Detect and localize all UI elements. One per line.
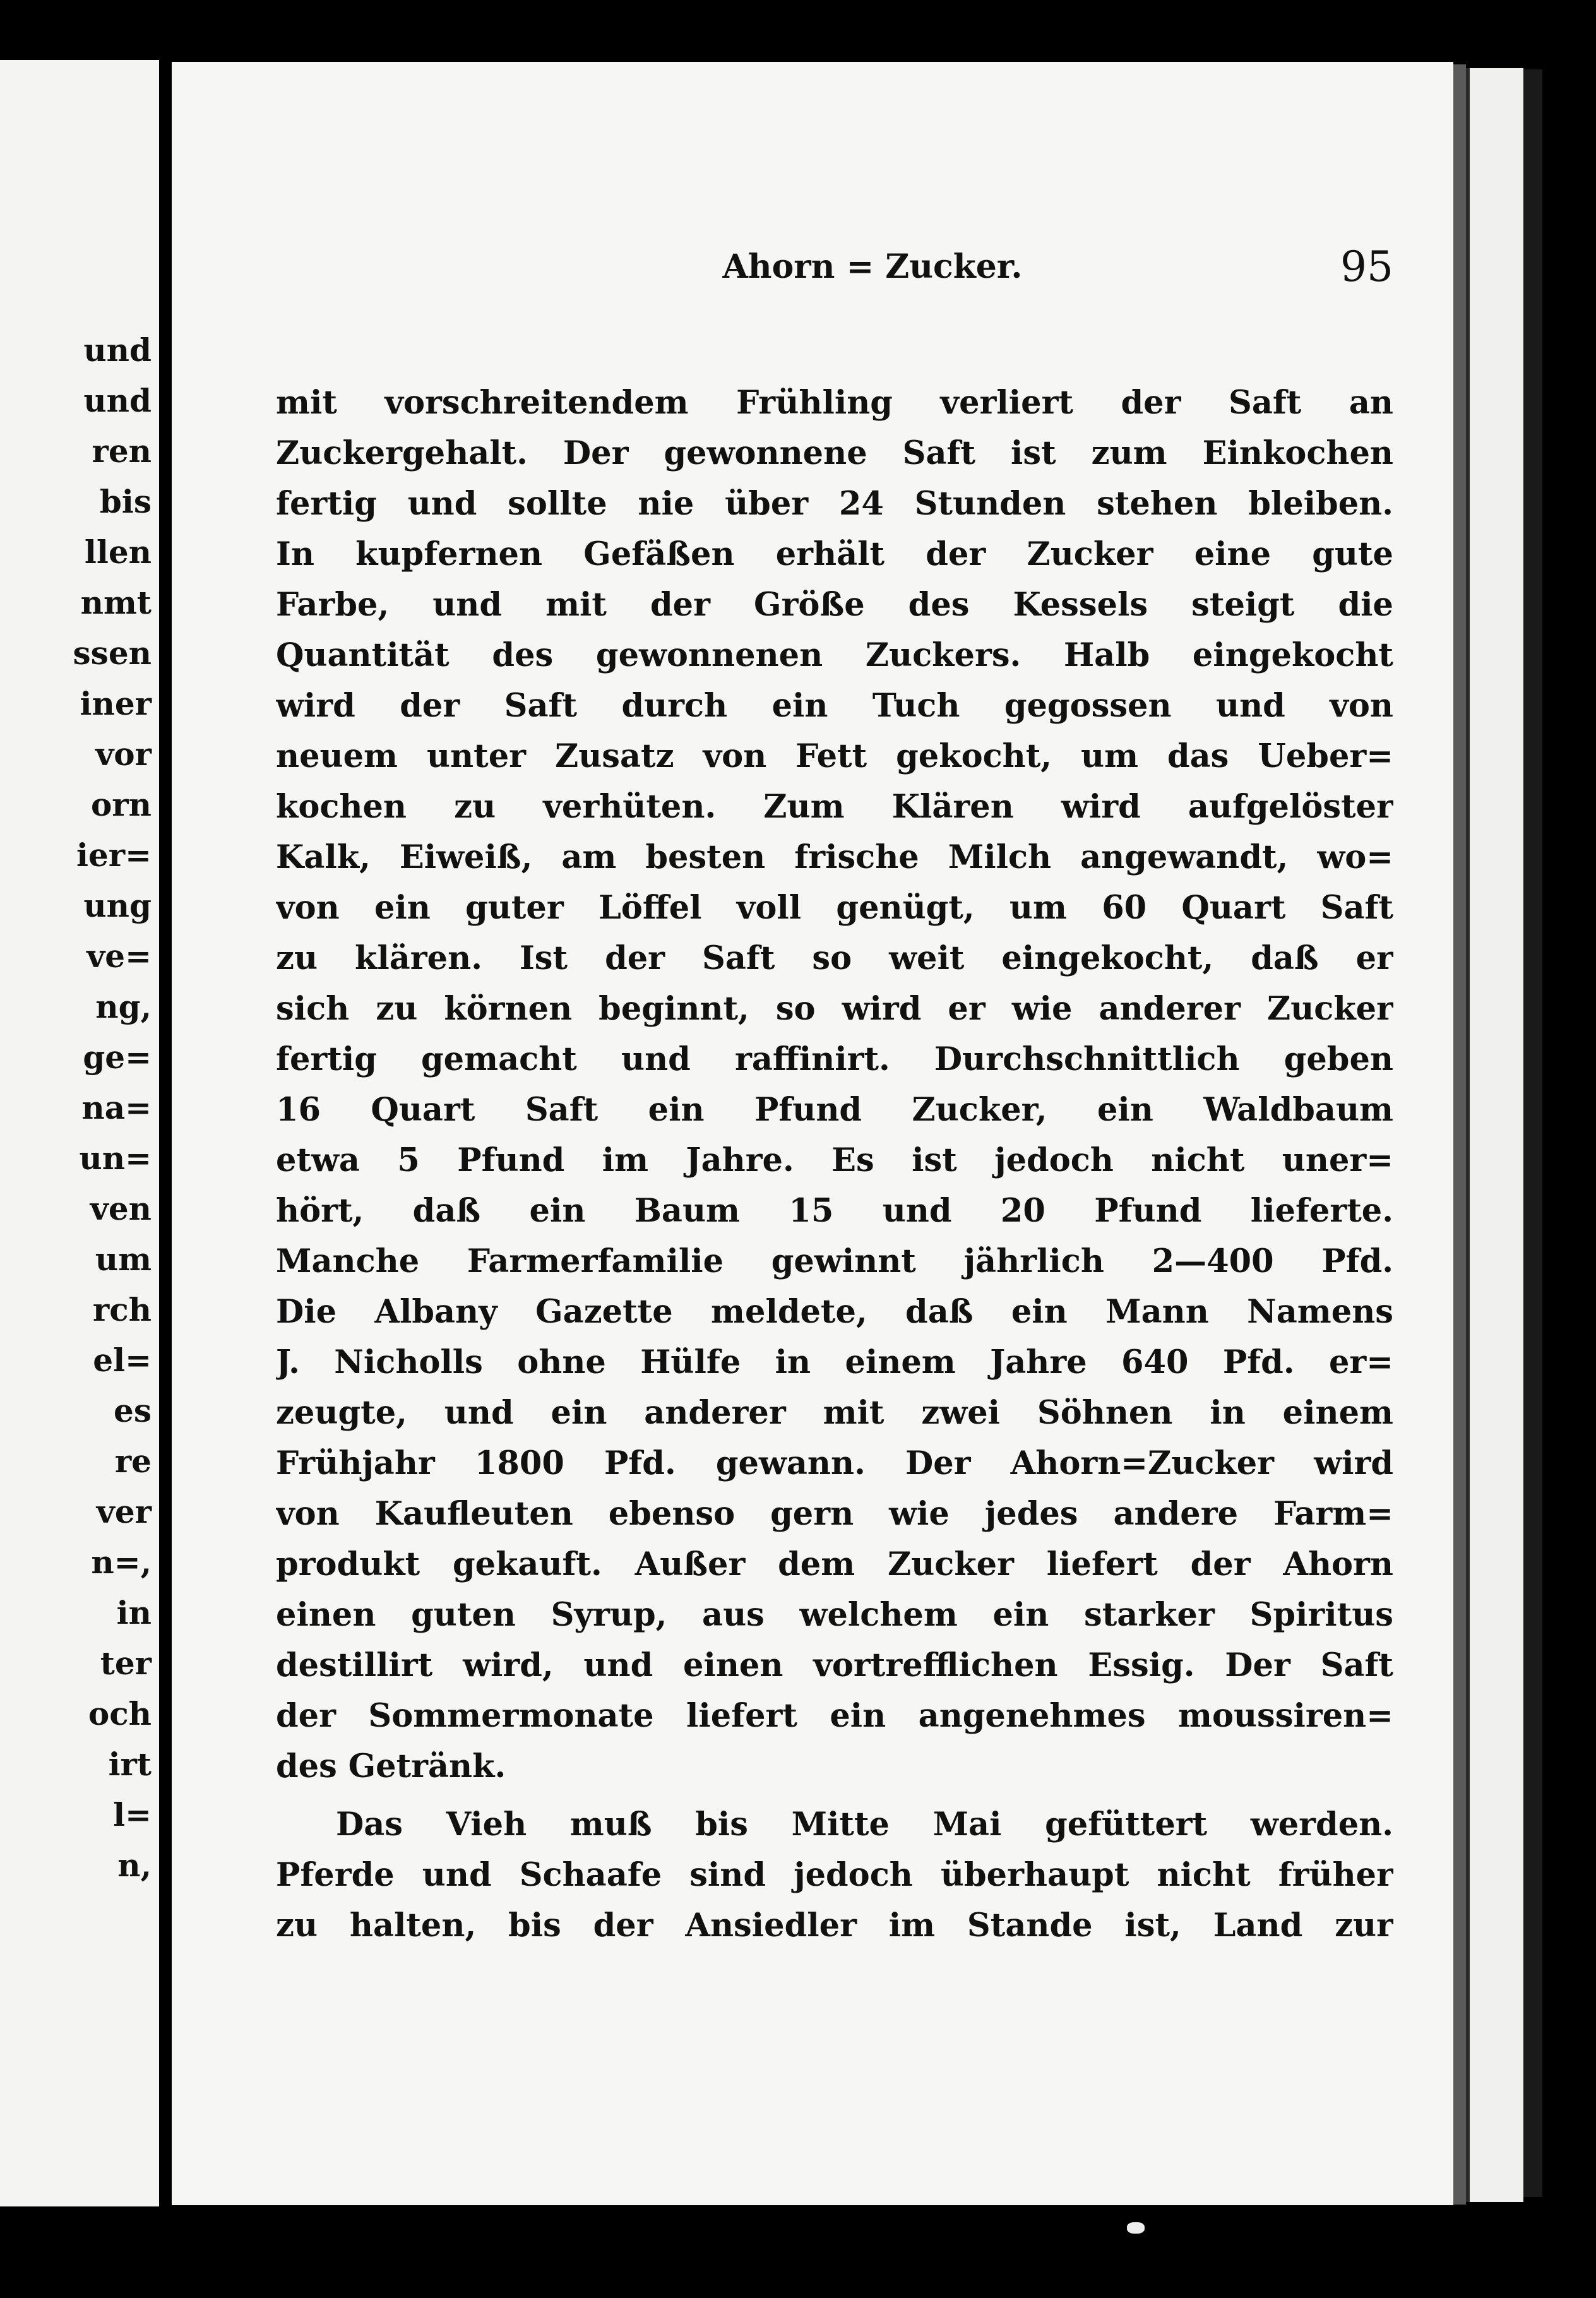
left-fragment: un= (79, 1140, 152, 1177)
left-fragment: ung (83, 887, 152, 924)
text-line: Pferde und Schaafe sind jedoch überhaupt nicht früher (276, 1856, 1393, 1894)
text-line: von ein guter Löffel voll genügt, um 60 Quart Saft (276, 889, 1393, 927)
text-line: Quantität des gewonnenen Zuckers. Halb eingekocht (276, 636, 1393, 674)
text-line: sich zu körnen beginnt, so wird er wie anderer Zucker (276, 990, 1393, 1028)
text-line: Farbe, und mit der Größe des Kessels steigt die (276, 586, 1393, 624)
left-fragment: um (95, 1241, 152, 1278)
left-fragment: nmt (80, 584, 152, 621)
left-fragment: el= (93, 1342, 152, 1379)
left-fragment: es (114, 1392, 152, 1429)
text-line: J. Nicholls ohne Hülfe in einem Jahre 640 Pfd. er= (276, 1343, 1393, 1381)
left-fragment: vor (95, 735, 152, 773)
text-line: neuem unter Zusatz von Fett gekocht, um das Ueber= (276, 737, 1393, 775)
left-fragment: n=, (91, 1544, 152, 1581)
page-edge-dark (1523, 69, 1542, 2197)
body-text (276, 378, 1393, 1951)
text-line: des Getränk. (276, 1747, 506, 1785)
left-fragment: iner (80, 685, 152, 722)
text-line: fertig gemacht und raffinirt. Durchschnittlich geben (276, 1040, 1393, 1078)
left-fragment: ve= (86, 938, 152, 975)
left-fragment: und (83, 382, 152, 419)
left-fragment: rch (92, 1291, 152, 1328)
page-edge-shadow (1453, 64, 1466, 2205)
text-line: hört, daß ein Baum 15 und 20 Pfund lieferte. (276, 1192, 1393, 1230)
left-fragment: ter (100, 1645, 152, 1682)
text-line: mit vorschreitendem Frühling verliert der Saft an (276, 384, 1393, 422)
left-fragment: ng, (95, 988, 152, 1025)
text-line: einen guten Syrup, aus welchem ein starker Spiritus (276, 1596, 1393, 1634)
left-fragment: llen (84, 533, 152, 571)
left-page (0, 60, 159, 2206)
left-fragment: och (88, 1695, 152, 1732)
left-fragment: ier= (76, 836, 152, 874)
text-line: fertig und sollte nie über 24 Stunden stehen bleiben. (276, 485, 1393, 523)
right-page (172, 62, 1453, 2205)
paper-scrap (1127, 2222, 1145, 2234)
text-line: produkt gekauft. Außer dem Zucker liefert der Ahorn (276, 1545, 1393, 1583)
left-fragment: ssen (73, 634, 152, 672)
text-line: In kupfernen Gefäßen erhält der Zucker eine gute (276, 535, 1393, 573)
text-line: etwa 5 Pfund im Jahre. Es ist jedoch nicht uner= (276, 1141, 1393, 1179)
text-line: Zuckergehalt. Der gewonnene Saft ist zum Einkochen (276, 434, 1393, 472)
text-line: der Sommermonate liefert ein angenehmes moussiren= (276, 1697, 1393, 1735)
text-line: destillirt wird, und einen vortrefflichen Essig. Der Saft (276, 1646, 1393, 1684)
left-fragment: bis (99, 483, 152, 520)
text-line: zu halten, bis der Ansiedler im Stande ist, Land zur (276, 1907, 1393, 1944)
left-fragment: re (114, 1443, 152, 1480)
text-line: Kalk, Eiweiß, am besten frische Milch angewandt, wo= (276, 838, 1393, 876)
page-header (276, 232, 1393, 302)
left-fragment: und (83, 331, 152, 369)
text-line: Manche Farmerfamilie gewinnt jährlich 2—400 Pfd. (276, 1242, 1393, 1280)
page-number: 95 (1340, 242, 1393, 291)
left-fragment: in (116, 1594, 152, 1631)
left-fragment: n, (117, 1847, 152, 1884)
left-fragment: ver (96, 1493, 152, 1530)
text-line: 16 Quart Saft ein Pfund Zucker, ein Waldbaum (276, 1091, 1393, 1129)
text-line: Die Albany Gazette meldete, daß ein Mann Namens (276, 1293, 1393, 1331)
text-line: Frühjahr 1800 Pfd. gewann. Der Ahorn=Zucker wird (276, 1444, 1393, 1482)
left-page-text (0, 325, 152, 1891)
left-fragment: ge= (83, 1039, 152, 1076)
left-fragment: na= (81, 1089, 152, 1126)
running-head: Ahorn = Zucker. (722, 247, 1023, 286)
page-edge-stack (1466, 68, 1523, 2202)
left-fragment: orn (90, 786, 152, 823)
text-line: zeugte, und ein anderer mit zwei Söhnen in einem (276, 1394, 1393, 1432)
text-line: von Kaufleuten ebenso gern wie jedes andere Farm= (276, 1495, 1393, 1533)
left-fragment: irt (108, 1746, 152, 1783)
text-line: wird der Saft durch ein Tuch gegossen und von (276, 687, 1393, 725)
text-line: kochen zu verhüten. Zum Klären wird aufgelöster (276, 788, 1393, 826)
left-fragment: l= (113, 1796, 152, 1833)
text-line: Das Vieh muß bis Mitte Mai gefüttert werden. (336, 1806, 1393, 1843)
left-fragment: ven (90, 1190, 152, 1227)
left-fragment: ren (92, 432, 152, 470)
text-line: zu klären. Ist der Saft so weit eingekocht, daß er (276, 939, 1393, 977)
book-gutter (159, 57, 172, 2216)
